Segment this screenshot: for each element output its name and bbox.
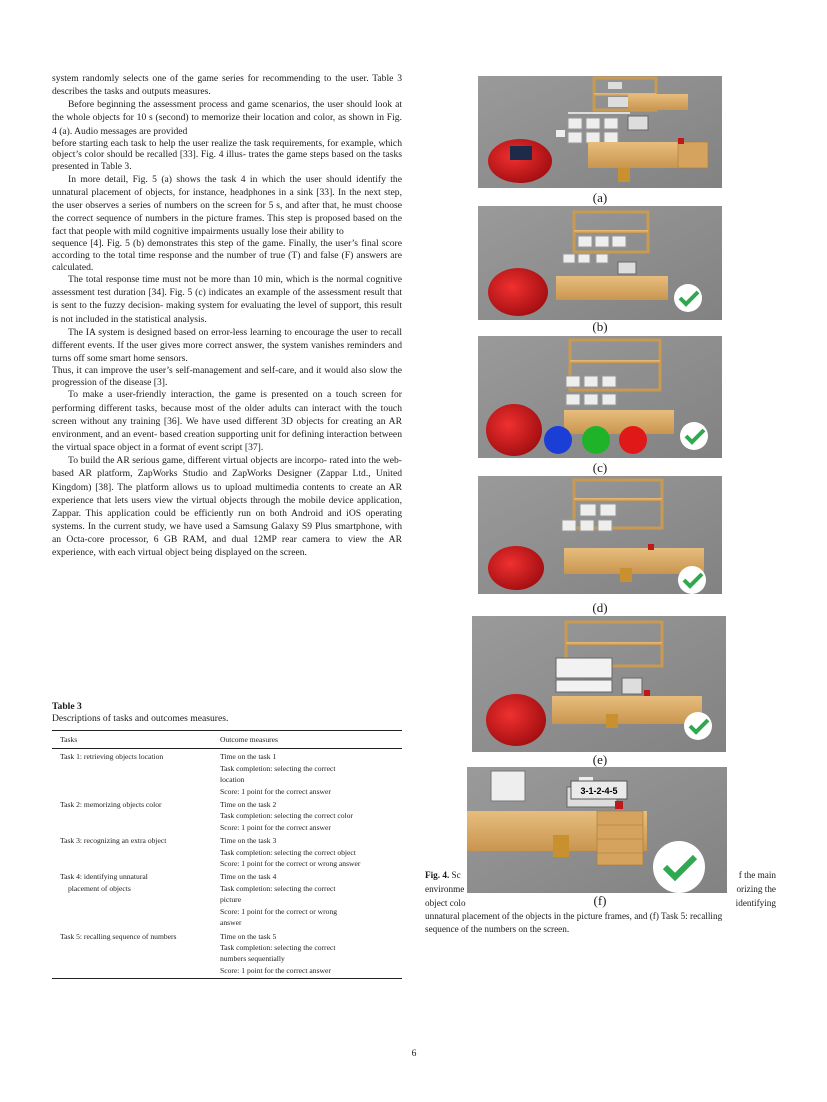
paragraph: Thus, it can improve the user’s self-management and self-care, and it would also slow the progression of the disease [3]. bbox=[52, 365, 402, 388]
table-row bbox=[52, 869, 402, 928]
measures-cell: Time on the task 5 Task completion: selecting the correct numbers sequentially Score: 1 point for the correct answer bbox=[212, 929, 402, 979]
figure-4-panel-b bbox=[478, 206, 722, 320]
panel-label-e: (e) bbox=[592, 752, 608, 767]
ar-scene-image bbox=[472, 616, 726, 752]
paragraph: The total response time must not be more than 10 min, which is the normal cognitive assessment test duration [34]. Fig. 5 (c) indicates an example of the assessment result that is sent to the fuzzy decision- making system for evaluating the level of support, this result is not included in the statistical analysis. bbox=[52, 274, 402, 325]
measures-cell: Time on the task 4 Task completion: selecting the correct picture Score: 1 point for the correct or wrong answer bbox=[220, 872, 338, 928]
paragraph: system randomly selects one of the game series for recommending to the user. Table 3 describes the tasks and outputs measures. bbox=[52, 73, 402, 98]
task-cell: Task 2: memorizing objects color bbox=[60, 800, 162, 810]
table-3 bbox=[52, 701, 402, 979]
paragraph: before starting each task to help the user realize the task requirements, for example, which object’s color should be recalled [33]. Fig. 4 illus- trates the game steps based on the tasks presented in Table 3. bbox=[52, 137, 402, 172]
table-caption: Descriptions of tasks and outcomes measures. bbox=[52, 713, 229, 724]
paragraph: Before beginning the assessment process and game scenarios, the user should look at the whole objects for 10 s (second) to memorize their location and color, as shown in Fig. 4 (a). Audio messages are provided bbox=[52, 99, 402, 137]
figure-4-panel-a bbox=[478, 76, 722, 188]
paragraph: To build the AR serious game, different virtual objects are incorpo- rated into the web-based AR platform, ZapWorks Studio and ZapWorks Designer (Zappar Ltd., United Kingdom) [38]. The platform allows us to upload multimedia contents to create an AR experience that lets users view the virtual objects through the mobile device application, Zappar. This application could be efficiently run on both Android and iOS operating systems. In the current study, we have used a Samsung Galaxy S9 Plus smartphone, with an Octa-core processor, 6 GB RAM, and dual 12MP rear camera to view the AR experience, with each virtual object being displayed on the screen. bbox=[52, 455, 402, 559]
ar-scene-image bbox=[478, 76, 722, 188]
ar-scene-image bbox=[467, 767, 727, 893]
task-cell: Task 4: identifying unnatural placement of objects bbox=[60, 872, 148, 893]
body-text-column bbox=[52, 72, 402, 559]
paragraph: sequence [4]. Fig. 5 (b) demonstrates this step of the game. Finally, the user’s final score according to the total time response and the number of true (T) and false (F) answers are calculated. bbox=[52, 238, 402, 273]
measures-cell: Time on the task 3 Task completion: selecting the correct object Score: 1 point for the correct or wrong answer bbox=[220, 836, 361, 869]
page-number: 6 bbox=[411, 1048, 417, 1059]
figure-4-panel-e bbox=[472, 616, 726, 752]
sequence-sign: 3-1-2-4-5 bbox=[580, 786, 618, 796]
ar-scene-image bbox=[478, 206, 722, 320]
column-header-outcome-measures: Outcome measures bbox=[212, 731, 402, 749]
paragraph: To make a user-friendly interaction, the game is presented on a touch screen for performing different tasks, because most of the older adults can interact with the touch screen without any training [36]. We have used different 3D objects for creating an AR environment, and an event- based creation supporting unit for defining interaction between the virtual space object in a format of event script [37]. bbox=[52, 389, 402, 454]
figure-4-panel-f bbox=[467, 767, 727, 893]
table-row bbox=[52, 749, 402, 797]
table-row bbox=[52, 833, 402, 869]
panel-label-d: (d) bbox=[592, 600, 608, 615]
figure-4-panel-d bbox=[478, 476, 722, 594]
panel-label-b: (b) bbox=[592, 319, 608, 334]
ar-scene-image bbox=[478, 476, 722, 594]
task-cell: Task 3: recognizing an extra object bbox=[60, 836, 167, 846]
task-cell: Task 5: recalling sequence of numbers bbox=[52, 929, 212, 979]
measures-cell: Time on the task 1 Task completion: selecting the correct location Score: 1 point for the correct answer bbox=[220, 752, 336, 796]
paragraph: In more detail, Fig. 5 (a) shows the task 4 in which the user should identify the unnatural placement of objects, for instance, headphones in a sink [33]. In the next step, the user observes a series of numbers on the screen for 5 s, and after that, he must choose the correct sequence of numbers in the picture frames. This step is proposed based on the fact that people with mild cognitive impairments usually lose their ability to bbox=[52, 173, 402, 238]
paragraph: The IA system is designed based on error-less learning to encourage the user to recall different events. If the user gives more correct answer, the system vanishes reminders and turns off some smart home sensors. bbox=[52, 326, 402, 365]
measures-cell: Time on the task 2 Task completion: selecting the correct color Score: 1 point for the correct answer bbox=[220, 800, 353, 832]
panel-label-c: (c) bbox=[592, 460, 608, 475]
outcomes-table bbox=[52, 730, 402, 979]
column-header-tasks: Tasks bbox=[52, 731, 212, 749]
ar-scene-image bbox=[478, 336, 722, 458]
figure-4-panel-c bbox=[478, 336, 722, 458]
panel-label-a: (a) bbox=[592, 190, 608, 205]
table-label: Table 3 bbox=[52, 701, 82, 712]
panel-label-f: (f) bbox=[593, 893, 607, 908]
table-row bbox=[52, 929, 402, 979]
task-cell: Task 1: retrieving objects location bbox=[60, 752, 164, 762]
table-row bbox=[52, 797, 402, 833]
